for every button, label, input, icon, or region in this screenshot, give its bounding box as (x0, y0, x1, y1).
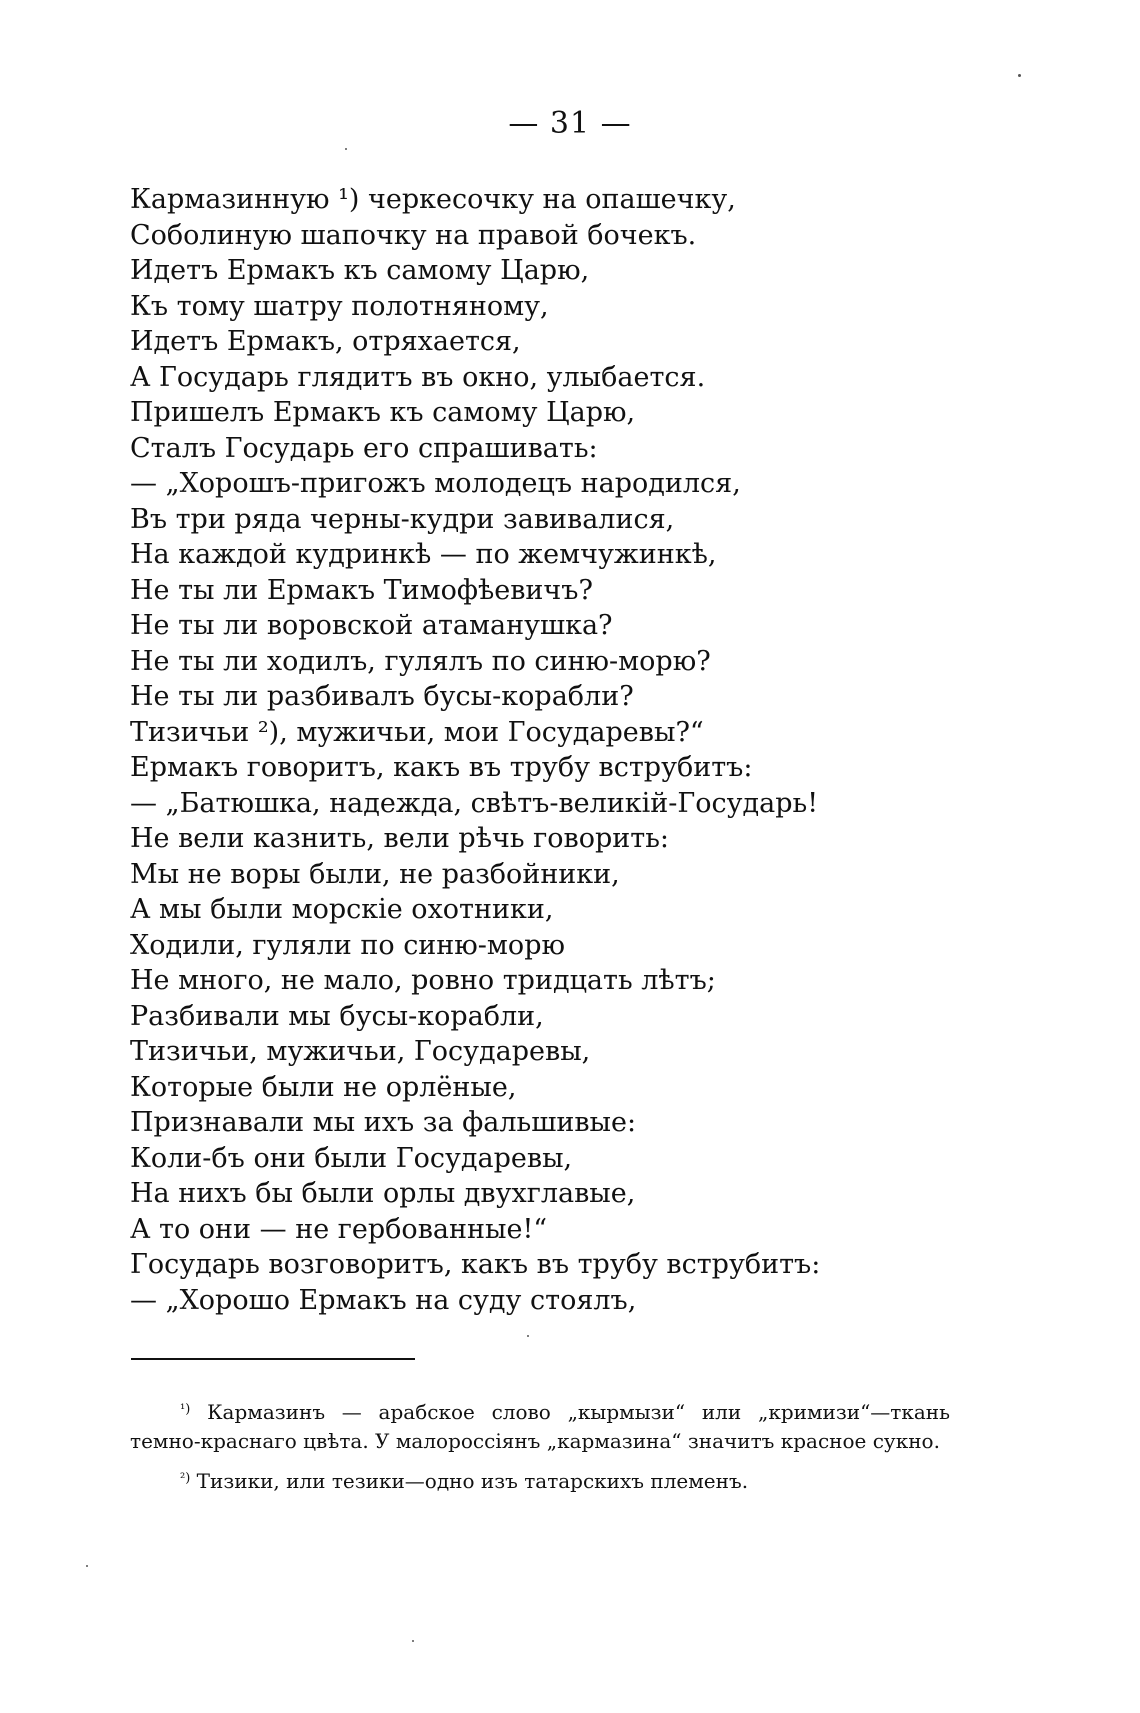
footnote-divider (131, 1358, 415, 1360)
poem-line: Государь возговоритъ, какъ въ трубу вструбитъ: (130, 1249, 821, 1280)
poem-line: Не вели казнить, вели рѣчь говорить: (130, 823, 669, 854)
poem-line: На нихъ бы были орлы двухглавые, (130, 1178, 636, 1209)
scan-speck (345, 148, 347, 150)
poem-line: А то они — не гербованные!“ (130, 1213, 548, 1245)
poem-line: Не ты ли разбивалъ бусы-корабли? (130, 681, 634, 712)
poem-line: Не ты ли Ермакъ Тимофѣевичъ? (130, 574, 593, 606)
poem-line: На каждой кудринкѣ — по жемчужинкѣ, (130, 539, 717, 570)
poem-line: Коли-бъ они были Государевы, (130, 1142, 573, 1174)
footnote-2 (130, 1464, 950, 1496)
poem-line: — „Батюшка, надежда, свѣтъ-великій-Государь! (130, 787, 819, 819)
poem-line: Не ты ли ходилъ, гулялъ по синю-морю? (130, 645, 711, 677)
poem-line: А Государь глядитъ въ окно, улыбается. (130, 361, 706, 393)
poem-line: Ермакъ говоритъ, какъ въ трубу вструбитъ: (130, 752, 753, 783)
poem-line: Признавали мы ихъ за фальшивые: (130, 1107, 637, 1138)
poem-line: А мы были морскіе охотники, (130, 894, 554, 925)
poem-line: Кармазинную ¹) черкесочку на опашечку, (130, 184, 736, 215)
poem-line: Не ты ли воровской атаманушка? (130, 610, 613, 641)
poem-line: Къ тому шатру полотняному, (130, 290, 549, 322)
poem-line: Идетъ Ермакъ, отряхается, (130, 326, 521, 357)
poem-line: Которые были не орлёные, (130, 1071, 517, 1103)
page-number: — 31 — (508, 106, 632, 141)
poem-line: Ходили, гуляли по синю-морю (130, 929, 565, 961)
scan-speck (412, 1640, 414, 1642)
poem-line: Не много, не мало, ровно тридцать лѣтъ; (130, 965, 716, 996)
poem-line: Тизичьи, мужичьи, Государевы, (130, 1036, 591, 1067)
poem-line: Сталъ Государь его спрашивать: (130, 432, 598, 464)
poem-line: Соболиную шапочку на правой бочекъ. (130, 219, 697, 251)
scan-speck (86, 1565, 88, 1567)
footnote-text: Кармазинъ — арабское слово „кырмызи“ или „кримизи“—ткань темно-краснаго цвѣта. У малороссіянъ „кармазина“ значитъ красное сукно. (130, 1400, 951, 1453)
footnote-marker: ¹) (180, 1402, 191, 1417)
scan-speck (527, 1335, 529, 1337)
footnote-text: Тизики, или тезики—одно изъ татарскихъ племенъ. (196, 1469, 749, 1493)
poem-line: — „Хорошо Ермакъ на суду стоялъ, (130, 1284, 637, 1316)
poem-line: Пришелъ Ермакъ къ самому Царю, (130, 397, 636, 428)
footnote-marker: ²) (180, 1471, 191, 1486)
scan-speck (1018, 74, 1021, 77)
poem-line: Идетъ Ермакъ къ самому Царю, (130, 255, 590, 286)
poem-line: Въ три ряда черны-кудри завивалися, (130, 503, 675, 535)
poem-text (130, 182, 1110, 1318)
footnotes (130, 1395, 950, 1496)
poem-line: Тизичьи ²), мужичьи, мои Государевы?“ (130, 716, 704, 748)
poem-line: Разбивали мы бусы-корабли, (130, 1000, 544, 1032)
poem-line: — „Хорошъ-пригожъ молодецъ народился, (130, 468, 741, 499)
footnote-1 (130, 1395, 950, 1456)
poem-line: Мы не воры были, не разбойники, (130, 858, 620, 890)
